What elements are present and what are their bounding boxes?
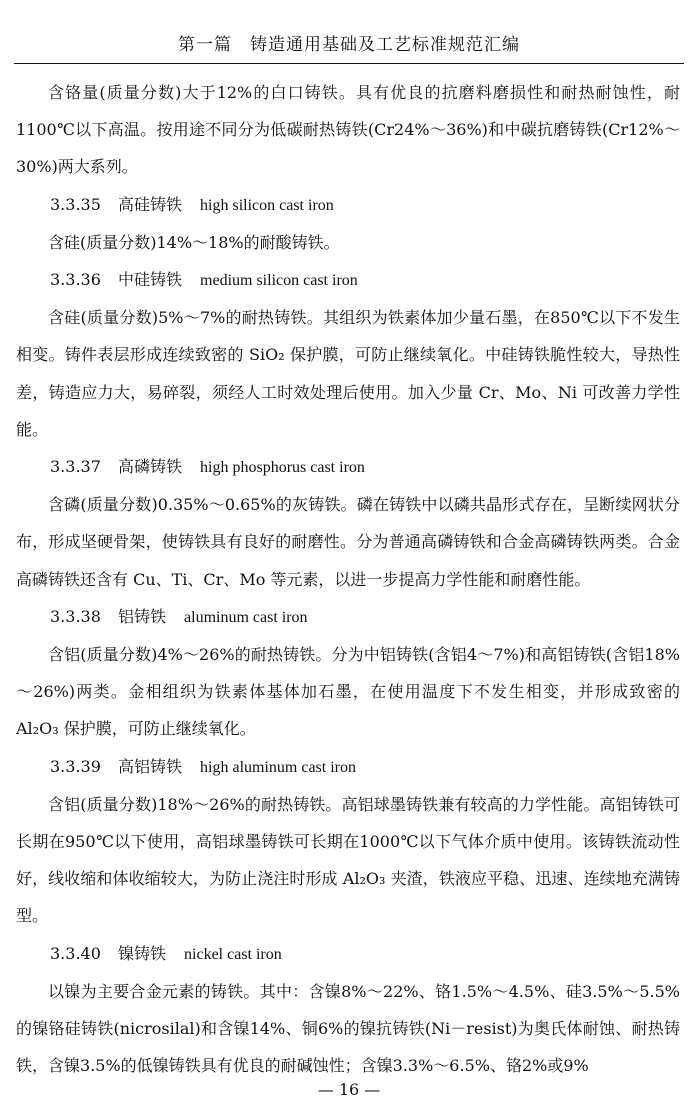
- term-heading: [16, 261, 680, 299]
- term-number: 3.3.38: [50, 606, 101, 626]
- term-number: 3.3.40: [50, 943, 101, 963]
- term-chinese: 高磷铸铁: [118, 457, 183, 477]
- page-header-title: 第一篇 铸造通用基础及工艺标准规范汇编: [178, 35, 520, 55]
- term-english: high silicon cast iron: [200, 196, 334, 214]
- term-chinese: 高铝铸铁: [118, 756, 183, 776]
- term-heading: [16, 448, 680, 486]
- paragraph: 含硅(质量分数)14%～18%的耐酸铸铁。: [48, 232, 340, 252]
- paragraph: 含铝(质量分数)18%～26%的耐热铸铁。高铝球墨铸铁兼有较高的力学性能。高铝铸铁可长期在950℃以下使用，高铝球墨铸铁可长期在1000℃以下气体介质中使用。该铸铁流动性好，线收缩和体收缩较大，为防止浇注时形成 Al₂O₃ 夹渣，铁液应平稳、迅速、连续地充满铸型。: [16, 794, 680, 926]
- term-number: 3.3.35: [50, 194, 101, 214]
- term-heading: [16, 598, 680, 636]
- term-number: 3.3.37: [50, 457, 101, 477]
- term-english: medium silicon cast iron: [200, 272, 358, 290]
- term-english: nickel cast iron: [184, 945, 282, 963]
- term-number: 3.3.39: [50, 756, 101, 776]
- term-english: high phosphorus cast iron: [200, 459, 365, 477]
- paragraph: 含铝(质量分数)4%～26%的耐热铸铁。分为中铝铸铁(含铝4～7%)和高铝铸铁(含铝18%～26%)两类。金相组织为铁素体基体加石墨，在使用温度下不发生相变，并形成致密的 Al₂O₃ 保护膜，可防止继续氧化。: [16, 645, 680, 739]
- term-chinese: 中硅铸铁: [118, 270, 183, 290]
- term-chinese: 高硅铸铁: [118, 194, 183, 214]
- page-body: [16, 74, 680, 1084]
- term-chinese: 铝铸铁: [118, 606, 167, 626]
- paragraph: 含磷(质量分数)0.35%～0.65%的灰铸铁。磷在铸铁中以磷共晶形式存在，呈断续网状分布，形成坚硬骨架，使铸铁具有良好的耐磨性。分为普通高磷铸铁和合金高磷铸铁两类。合金高磷铸铁还含有 Cu、Ti、Cr、Mo 等元素，以进一步提高力学性能和耐磨性能。: [16, 495, 680, 589]
- paragraph: 含硅(质量分数)5%～7%的耐热铸铁。其组织为铁素体加少量石墨，在850℃以下不发生相变。铸件表层形成连续致密的 SiO₂ 保护膜，可防止继续氧化。中硅铸铁脆性较大，导热性差，铸造应力大，易碎裂，须经人工时效处理后使用。加入少量 Cr、Mo、Ni 可改善力学性能。: [16, 308, 680, 439]
- term-chinese: 镍铸铁: [118, 943, 167, 963]
- term-english: aluminum cast iron: [184, 608, 308, 626]
- term-heading: [16, 186, 680, 224]
- page-number: — 16 —: [317, 1080, 381, 1099]
- term-heading: [16, 748, 680, 786]
- term-english: high aluminum cast iron: [200, 758, 356, 776]
- paragraph: 含铬量(质量分数)大于12%的白口铸铁。具有优良的抗磨料磨损性和耐热耐蚀性，耐1100℃以下高温。按用途不同分为低碳耐热铸铁(Cr24%～36%)和中碳抗磨铸铁(Cr12%～30%)两大系列。: [16, 83, 680, 177]
- term-number: 3.3.36: [50, 270, 101, 290]
- term-heading: [16, 935, 680, 973]
- paragraph: 以镍为主要合金元素的铸铁。其中：含镍8%～22%、铬1.5%～4.5%、硅3.5%～5.5%的镍铬硅铸铁(nicrosilal)和含镍14%、铜6%的镍抗铸铁(Ni－resist)为奥氏体耐蚀、耐热铸铁，含镍3.5%的低镍铸铁具有优良的耐碱蚀性；含镍3.3%～6.5%、铬2%或9%: [16, 981, 680, 1076]
- header-rule: [14, 63, 684, 64]
